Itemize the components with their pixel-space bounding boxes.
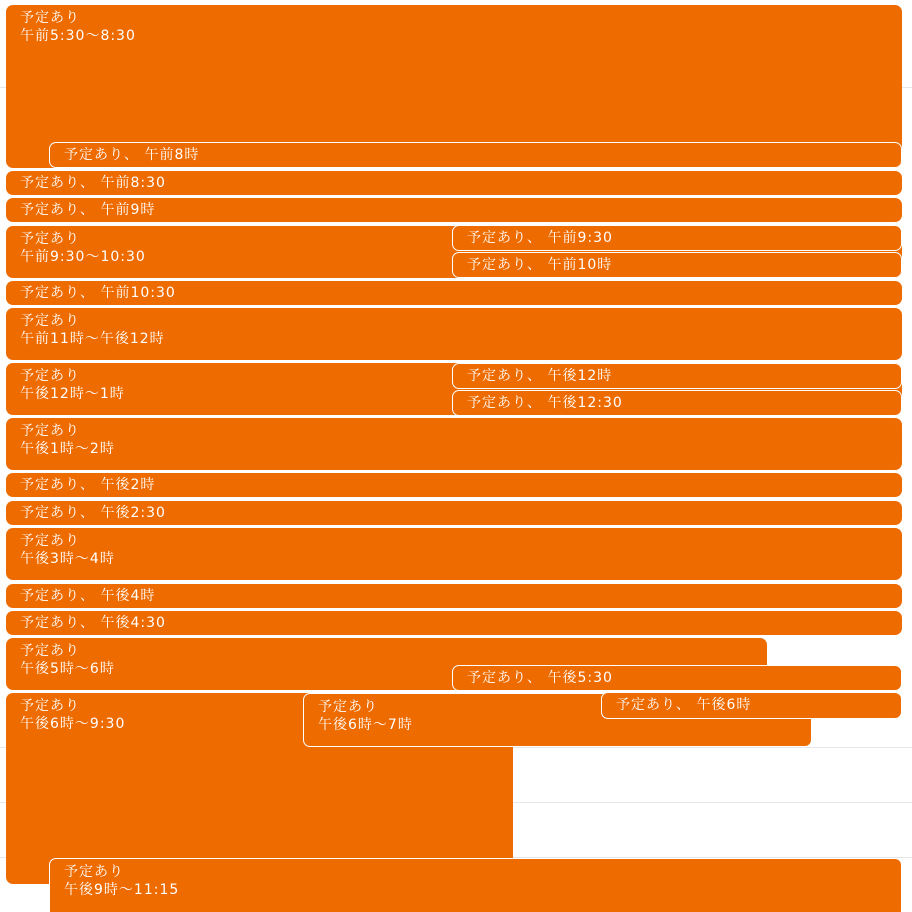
- event-label: 予定あり、 午後5:30: [467, 670, 613, 686]
- event-title: 予定あり: [20, 368, 80, 384]
- event-title: 予定あり: [20, 643, 80, 659]
- calendar-event[interactable]: [49, 858, 902, 912]
- calendar-event[interactable]: [452, 363, 902, 389]
- event-time: 午後6時〜7時: [318, 717, 413, 733]
- event-title: 予定あり: [20, 423, 80, 439]
- event-title: 予定あり: [318, 699, 378, 715]
- event-title: 予定あり: [20, 313, 80, 329]
- calendar-event[interactable]: [452, 225, 902, 251]
- event-title: 予定あり: [20, 231, 80, 247]
- calendar-event[interactable]: [49, 142, 902, 168]
- event-time: 午後12時〜1時: [20, 386, 125, 402]
- event-label: 予定あり、 午後12時: [467, 368, 613, 384]
- calendar-event[interactable]: [6, 501, 902, 525]
- event-time: 午後9時〜11:15: [64, 882, 180, 898]
- event-title: 予定あり: [64, 864, 124, 880]
- event-time: 午後6時〜9:30: [20, 716, 126, 732]
- event-time: 午前5:30〜8:30: [20, 28, 136, 44]
- calendar-event[interactable]: [6, 584, 902, 608]
- calendar-event[interactable]: [601, 692, 902, 719]
- event-time: 午後3時〜4時: [20, 551, 115, 567]
- event-label: 予定あり、 午後2:30: [20, 505, 166, 521]
- event-label: 予定あり、 午前9:30: [467, 230, 613, 246]
- event-label: 予定あり、 午前10時: [467, 257, 613, 273]
- calendar-event[interactable]: [6, 281, 902, 305]
- calendar-event[interactable]: [452, 390, 902, 416]
- event-label: 予定あり、 午前9時: [20, 202, 156, 218]
- calendar-event[interactable]: [452, 665, 902, 691]
- event-time: 午後1時〜2時: [20, 441, 115, 457]
- event-title: 予定あり: [20, 10, 80, 26]
- calendar-event[interactable]: [6, 171, 902, 195]
- event-label: 予定あり、 午後12:30: [467, 395, 623, 411]
- event-title: 予定あり: [20, 698, 80, 714]
- event-label: 予定あり、 午後4:30: [20, 615, 166, 631]
- calendar-event[interactable]: [6, 611, 902, 635]
- event-label: 予定あり、 午前10:30: [20, 285, 176, 301]
- calendar-event[interactable]: [6, 418, 902, 470]
- event-time: 午前9:30〜10:30: [20, 249, 146, 265]
- event-label: 予定あり、 午後4時: [20, 588, 156, 604]
- calendar-event[interactable]: [6, 308, 902, 360]
- event-label: 予定あり、 午後6時: [616, 697, 752, 713]
- calendar-event[interactable]: [6, 198, 902, 222]
- calendar-event[interactable]: [6, 473, 902, 497]
- calendar-event[interactable]: [452, 252, 902, 278]
- event-time: 午後5時〜6時: [20, 661, 115, 677]
- event-time: 午前11時〜午後12時: [20, 331, 165, 347]
- event-label: 予定あり、 午前8:30: [20, 175, 166, 191]
- event-title: 予定あり: [20, 533, 80, 549]
- event-label: 予定あり、 午前8時: [64, 147, 200, 163]
- calendar-event[interactable]: [6, 528, 902, 580]
- event-label: 予定あり、 午後2時: [20, 477, 156, 493]
